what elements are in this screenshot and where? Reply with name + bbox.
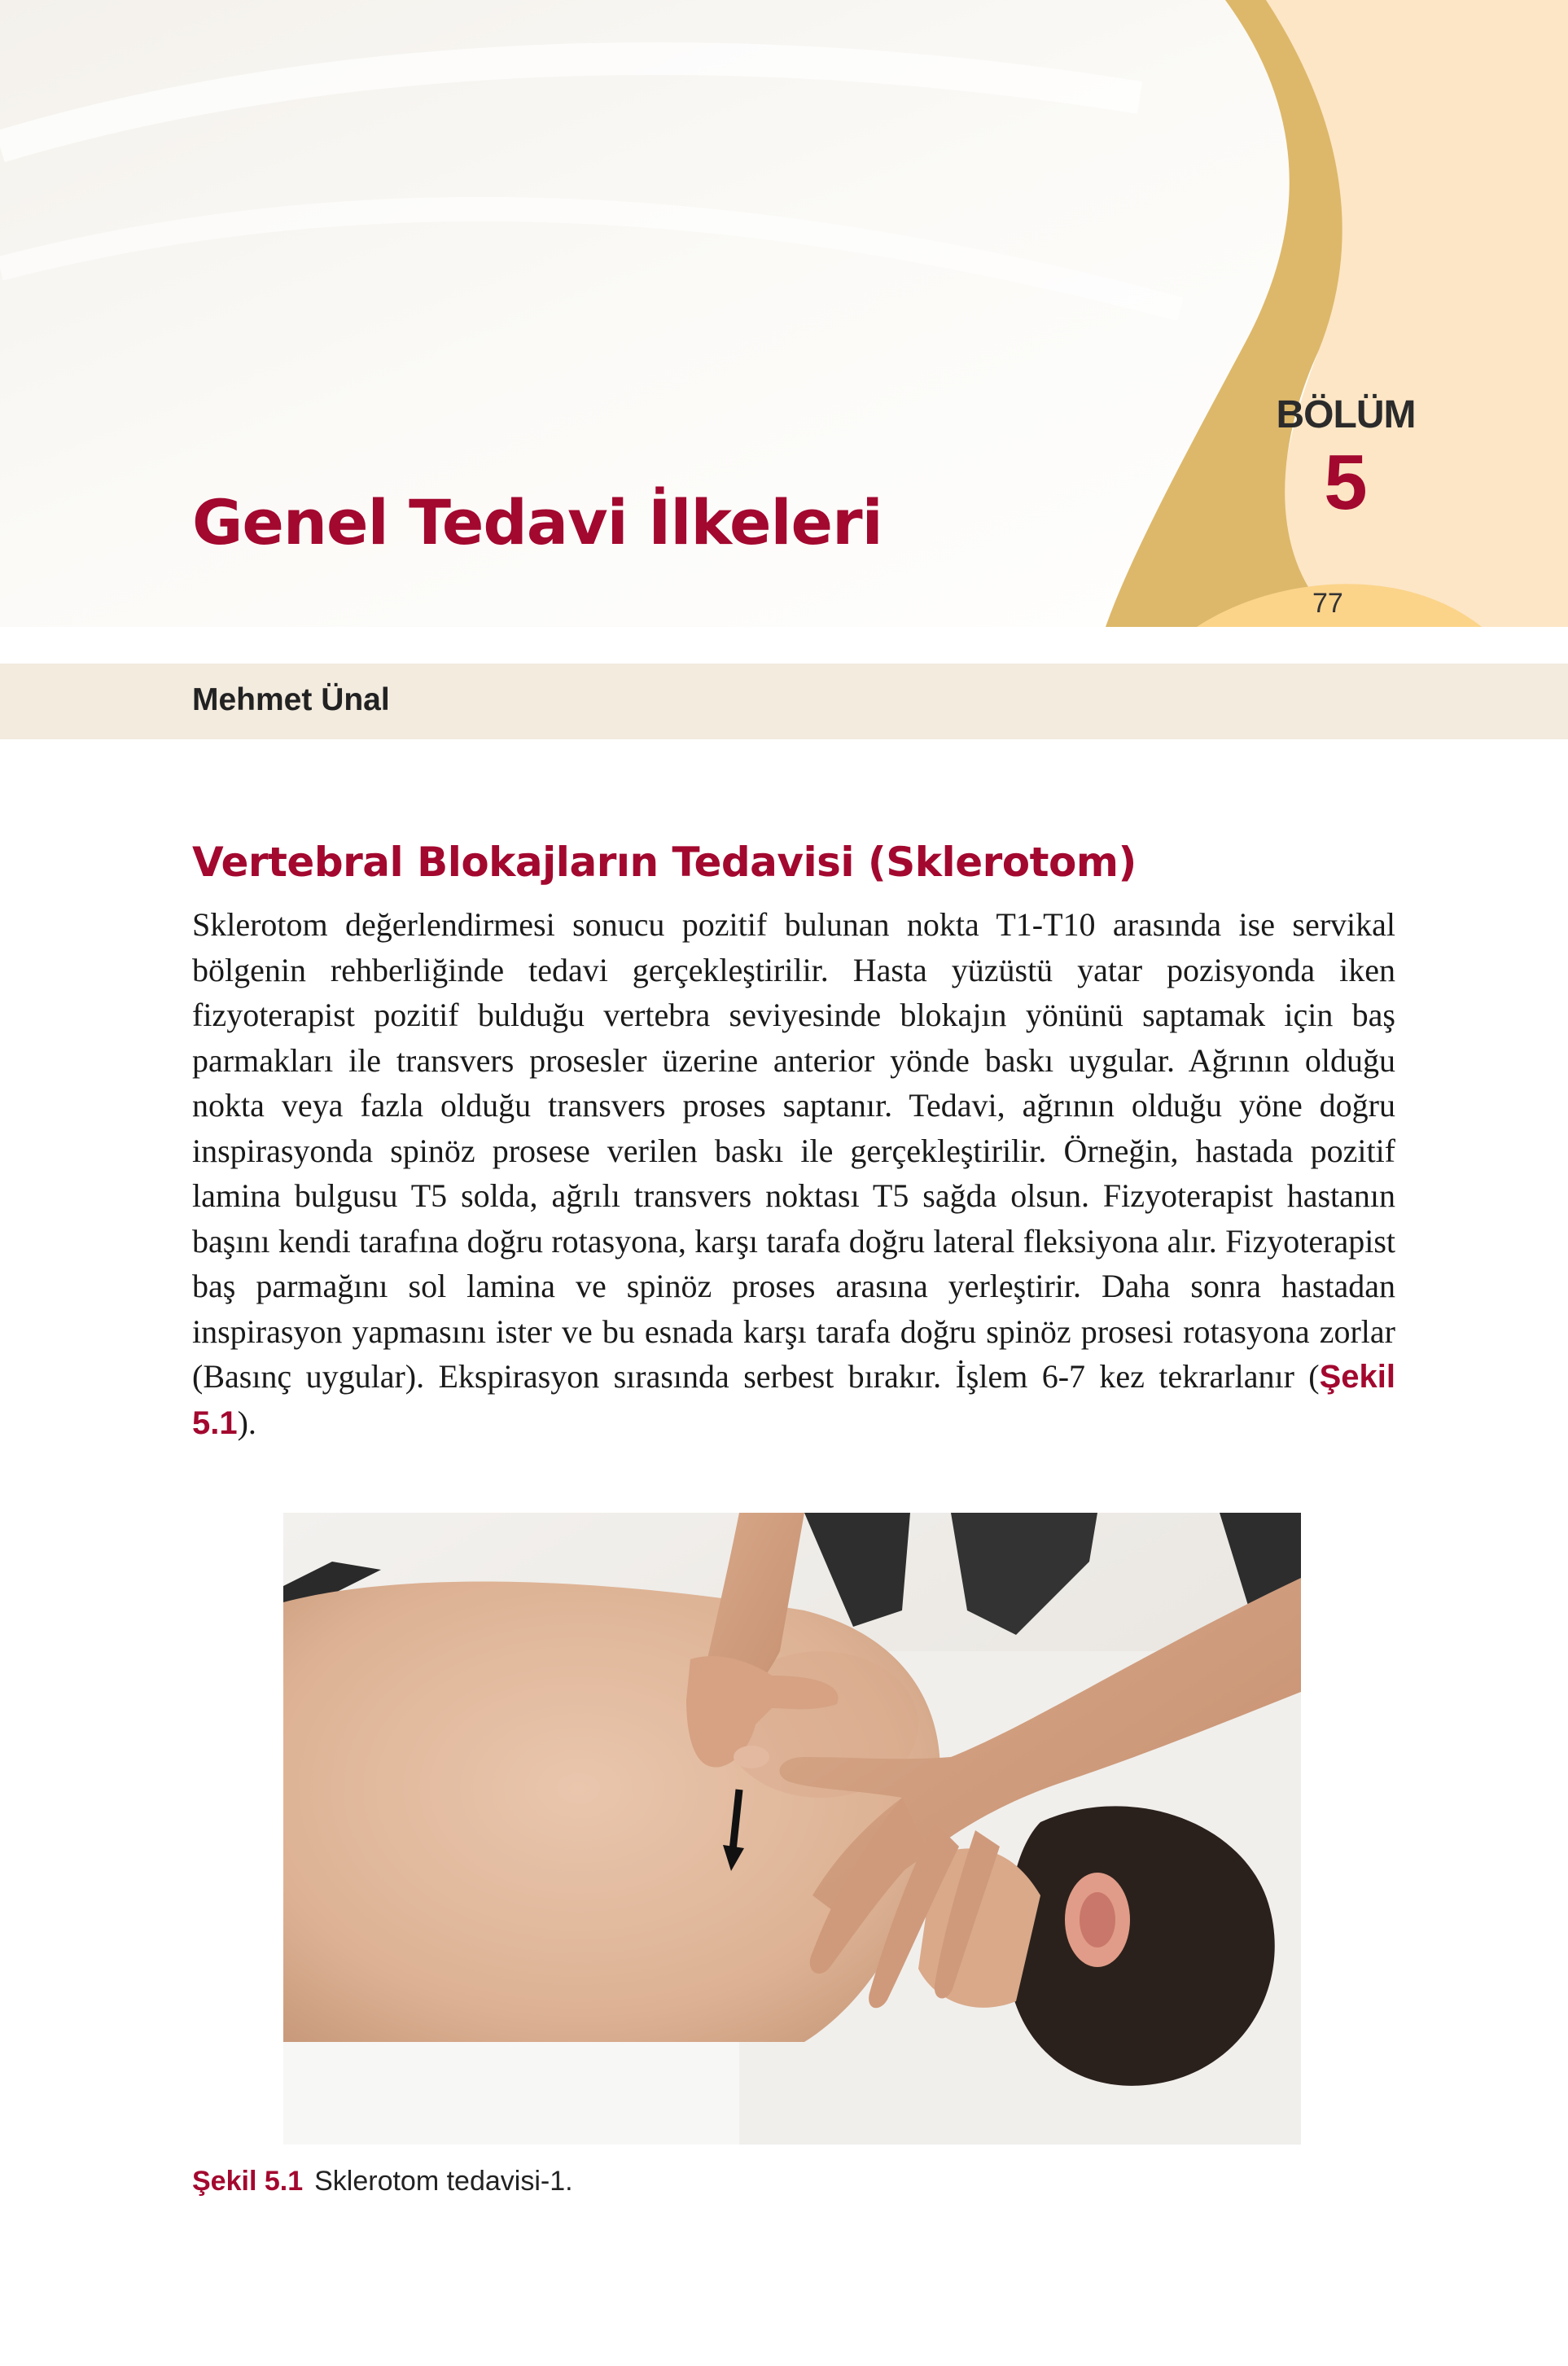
figure-label: Şekil 5.1 — [192, 2166, 304, 2197]
body-text: Sklerotom değerlendirmesi sonucu pozitif bulunan nokta T1-T10 arasında ise servikal bölgenin rehberliğinde tedavi gerçekleştirilir. Hasta yüzüstü yatar pozisyonda iken fizyoterapist pozitif bulduğu vertebra seviyesinde blokajın yönünü saptamak için baş parmakları ile transvers prosesler üzerine anterior yönde baskı uygular. Ağrının olduğu nokta veya fazla olduğu transvers proses saptanır. Tedavi, ağrının olduğu yöne doğru inspirasyonda spinöz prosese verilen baskı ile gerçekleştirilir. Örneğin, hastada pozitif lamina bulgusu T5 solda, ağrılı transvers noktası T5 sağda olsun. Fizyoterapist hastanın başını kendi tarafına doğru rotasyona, karşı tarafa doğru lateral fleksiyona alır. Fizyoterapist baş parmağını sol lamina ve spinöz proses arasına yerleştirir. Daha sonra hastadan inspirasyon yapmasını ister ve bu esnada karşı tarafa doğru spinöz prosesi rotasyona zorlar (Basınç uygular). Ekspirasyon sırasında serbest bırakır. İşlem 6-7 kez tekrarlanır ( — [192, 906, 1395, 1395]
figure-caption-text: Sklerotom tedavisi-1. — [314, 2166, 573, 2197]
author-name: Mehmet Ünal — [192, 682, 390, 717]
chapter-title: Genel Tedavi İlkeleri — [192, 486, 883, 559]
chapter-number: 5 — [1324, 439, 1368, 526]
figure-caption — [192, 2166, 573, 2197]
chapter-label: BÖLÜM — [1276, 393, 1416, 436]
body-text-end: ). — [237, 1404, 256, 1441]
figure-reference-link[interactable]: Şekil 5.1 — [192, 1359, 1395, 1441]
figure-photo — [283, 1513, 1301, 2145]
body-paragraph — [192, 902, 1395, 1446]
section-title: Vertebral Blokajların Tedavisi (Sklerotom) — [192, 839, 1137, 886]
page-number: 77 — [1312, 588, 1343, 619]
